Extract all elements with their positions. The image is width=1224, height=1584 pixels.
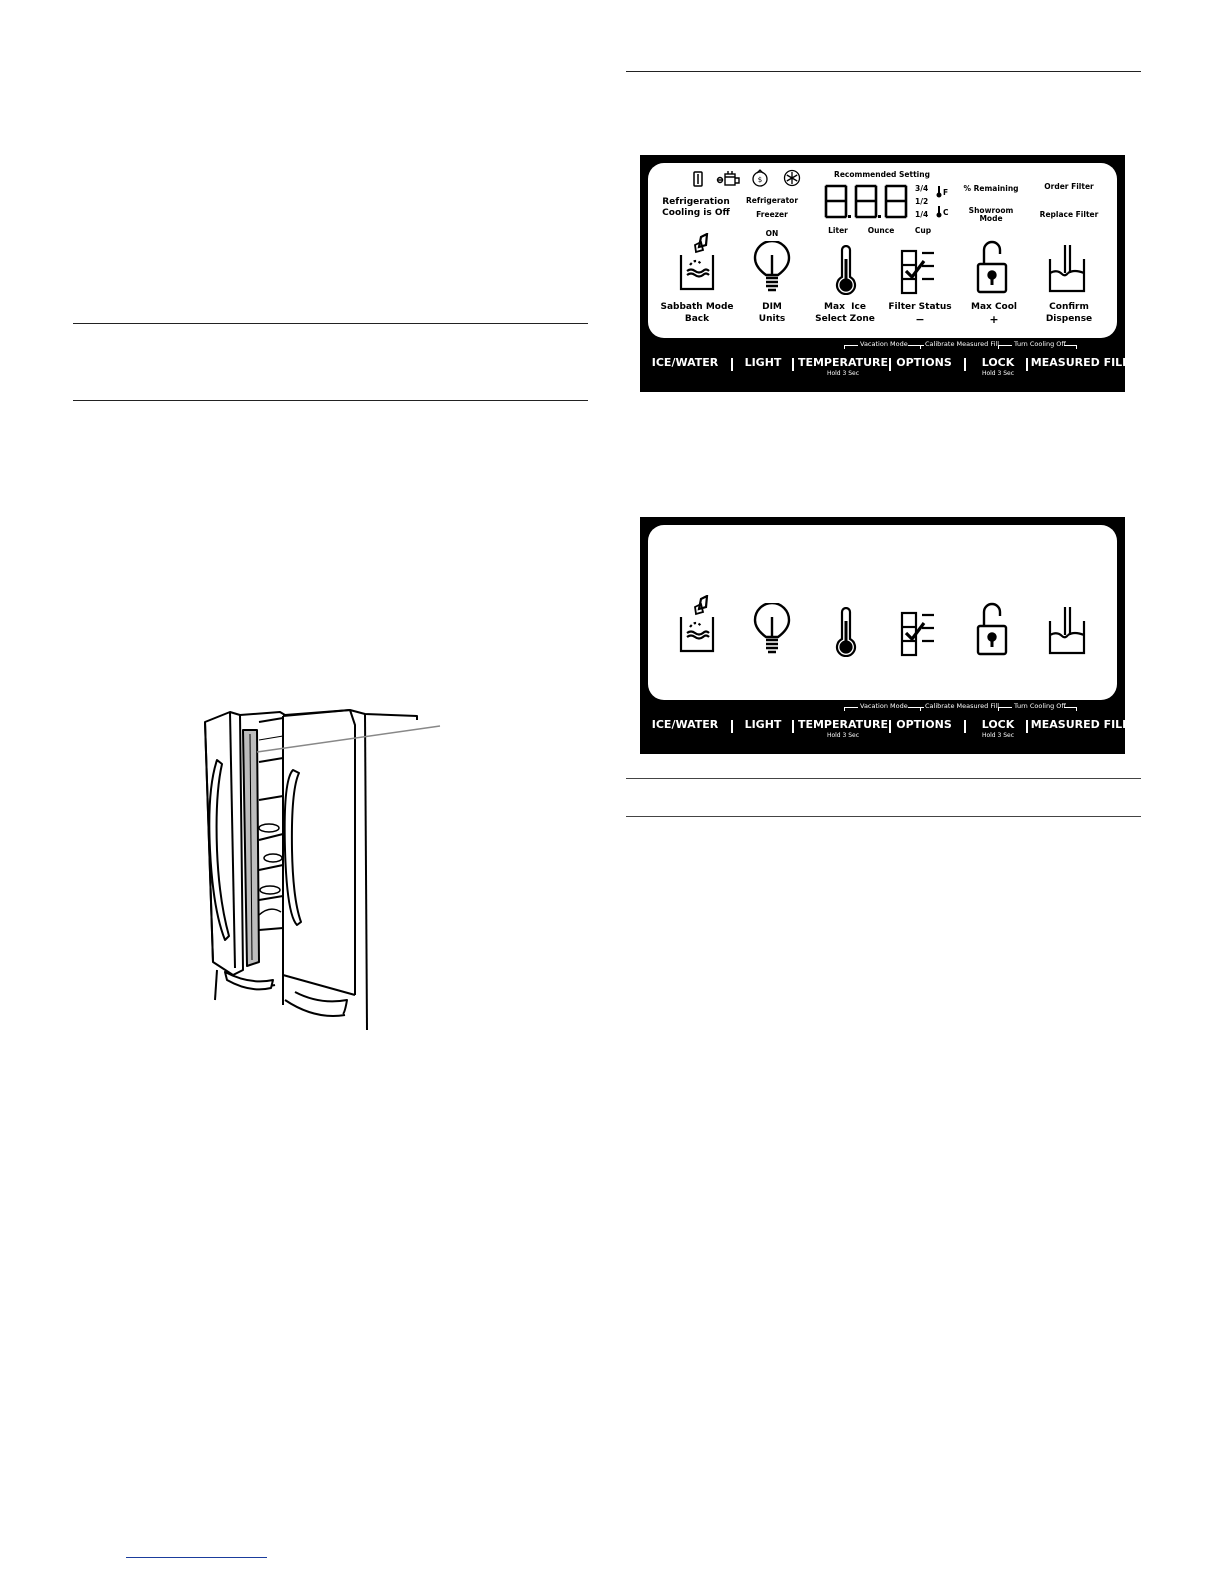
bracket-line	[908, 345, 920, 346]
button-row	[640, 718, 1130, 752]
replace-filter-label: Replace Filter	[1039, 210, 1099, 219]
bracket-line	[844, 707, 858, 708]
max-cool-label: Max Cool	[970, 302, 1018, 312]
thermometer-icon	[834, 607, 858, 657]
confirm-label: Confirm	[1049, 302, 1089, 312]
plus-label: +	[989, 313, 999, 326]
bracket-line	[920, 345, 924, 346]
vacation-mode-bracket: Vacation Mode	[860, 340, 908, 348]
light-bulb-icon	[753, 603, 791, 655]
temperature-button[interactable]	[798, 718, 888, 739]
button-separator	[731, 358, 733, 371]
button-separator	[889, 720, 891, 733]
refrigeration-off-icon	[691, 171, 705, 187]
options-button[interactable]: OPTIONS	[896, 718, 952, 731]
lock-button[interactable]	[982, 356, 1015, 377]
svg-text:$: $	[757, 176, 763, 184]
section-rule-left-2	[73, 400, 588, 401]
measured-fill-button[interactable]: MEASURED FILL	[1030, 356, 1130, 369]
lock-icon	[975, 602, 1009, 657]
temperature-hold-label: Hold 3 Sec	[826, 370, 860, 377]
bracket-line	[844, 345, 858, 346]
lock-button-label: LOCK	[981, 718, 1015, 731]
turn-cooling-off-bracket: Turn Cooling Off	[1014, 340, 1066, 348]
back-label: Back	[684, 314, 710, 324]
button-separator	[1026, 358, 1028, 371]
fraction-3-4: 3/4	[915, 184, 929, 193]
temperature-hold-label: Hold 3 Sec	[826, 732, 860, 739]
ice-water-icon	[679, 233, 715, 293]
button-separator	[792, 358, 794, 371]
display-area	[648, 525, 1117, 700]
cup-label: Cup	[914, 226, 932, 235]
refrigeration-off-label: Refrigeration Cooling is Off	[662, 197, 730, 218]
fraction-1-2: 1/2	[915, 197, 929, 206]
bracket-tick	[1076, 345, 1077, 349]
fahrenheit-thermometer-icon	[936, 186, 942, 198]
calibrate-bracket: Calibrate Measured Fill	[925, 340, 1000, 348]
lock-icon	[975, 240, 1009, 295]
button-separator	[964, 358, 966, 371]
section-rule-right-2	[626, 778, 1141, 779]
button-separator	[1026, 720, 1028, 733]
freezer-label: Freezer	[756, 210, 788, 219]
light-bulb-icon	[753, 241, 791, 293]
on-label: ON	[765, 229, 779, 238]
measured-fill-icon	[1048, 605, 1086, 657]
temperature-button[interactable]	[798, 356, 888, 377]
lock-button-label: LOCK	[981, 356, 1015, 369]
button-row	[640, 356, 1130, 390]
lock-hold-label: Hold 3 Sec	[981, 370, 1015, 377]
light-button[interactable]: LIGHT	[744, 356, 782, 369]
unit-c-label: C	[943, 208, 949, 217]
ice-water-icon	[679, 595, 715, 655]
button-separator	[964, 720, 966, 733]
bracket-tick	[998, 345, 999, 349]
percent-remaining-label: % Remaining	[963, 184, 1019, 193]
button-separator	[792, 720, 794, 733]
bracket-line	[1064, 345, 1076, 346]
ice-water-button[interactable]: ICE/WATER	[651, 356, 719, 369]
unit-f-label: F	[943, 188, 949, 197]
minus-label: −	[915, 313, 925, 326]
turn-cooling-off-bracket: Turn Cooling Off	[1014, 702, 1066, 710]
temperature-button-label: TEMPERATURE	[797, 356, 889, 369]
options-button[interactable]: OPTIONS	[896, 356, 952, 369]
recommended-setting-label: Recommended Setting	[834, 170, 930, 179]
sabbath-mode-label: Sabbath Mode	[660, 302, 734, 312]
dim-label: DIM	[762, 302, 782, 312]
refrigerator-label: Refrigerator	[745, 196, 799, 205]
filter-status-label: Filter Status	[888, 302, 952, 312]
light-button[interactable]: LIGHT	[744, 718, 782, 731]
dispense-label: Dispense	[1045, 314, 1093, 324]
footer-link-underline[interactable]	[126, 1557, 267, 1558]
temperature-button-label: TEMPERATURE	[797, 718, 889, 731]
liter-label: Liter	[828, 226, 848, 235]
ounce-label: Ounce	[867, 226, 895, 235]
seven-segment-display	[824, 184, 910, 220]
section-rule-top-right	[626, 71, 1141, 72]
filter-checklist-icon	[900, 249, 942, 295]
control-panel-icons	[640, 517, 1130, 754]
fraction-1-4: 1/4	[915, 210, 929, 219]
showroom-mode-label: Showroom Mode	[968, 206, 1014, 223]
lock-button[interactable]	[982, 718, 1015, 739]
section-rule-right-3	[626, 816, 1141, 817]
bracket-line	[1064, 707, 1076, 708]
order-filter-label: Order Filter	[1044, 182, 1094, 191]
vacation-mode-bracket: Vacation Mode	[860, 702, 908, 710]
measured-fill-button[interactable]: MEASURED FILL	[1030, 718, 1130, 731]
bracket-tick	[998, 707, 999, 711]
bracket-line	[920, 707, 924, 708]
filter-checklist-icon	[900, 611, 942, 657]
ice-water-button[interactable]: ICE/WATER	[651, 718, 719, 731]
bracket-line	[998, 345, 1012, 346]
ice-maker-icon	[716, 170, 740, 188]
thermometer-icon	[834, 245, 858, 295]
select-zone-label: Select Zone	[815, 314, 875, 324]
lock-hold-label: Hold 3 Sec	[981, 732, 1015, 739]
bracket-line	[998, 707, 1012, 708]
refrigerator-mode-icon	[751, 169, 769, 187]
bracket-line	[908, 707, 920, 708]
measured-fill-icon	[1048, 243, 1086, 295]
freezer-mode-icon	[783, 169, 801, 187]
refrigerator-door-illustration	[195, 700, 455, 1035]
button-separator	[889, 358, 891, 371]
control-panel-full	[640, 155, 1130, 392]
section-rule-left-1	[73, 323, 588, 324]
bracket-tick	[1076, 707, 1077, 711]
max-ice-label: Max Ice	[824, 302, 866, 312]
calibrate-bracket: Calibrate Measured Fill	[925, 702, 1000, 710]
celsius-thermometer-icon	[936, 206, 942, 218]
units-label: Units	[758, 314, 786, 324]
button-separator	[731, 720, 733, 733]
